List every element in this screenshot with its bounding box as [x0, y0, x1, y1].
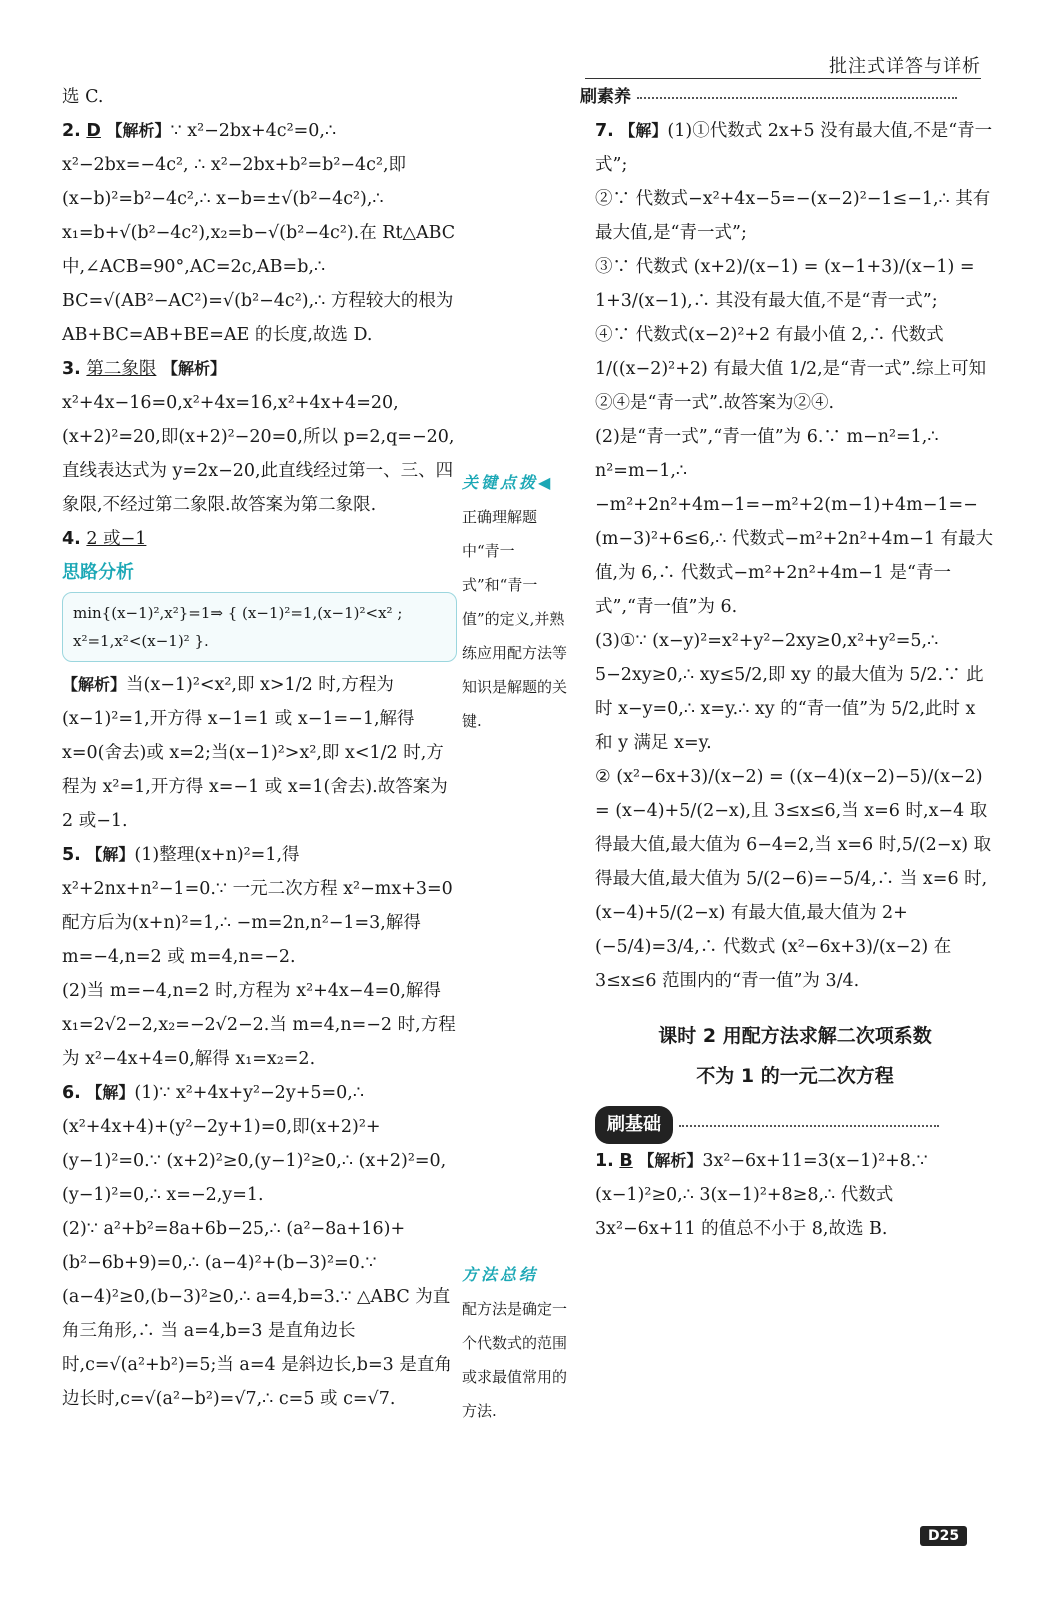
answer-4-header	[62, 522, 457, 556]
thinking-analysis-box: min{(x−1)²,x²}=1⇒ { (x−1)²=1,(x−1)²<x² ; x²=1,x²<(x−1)² }.	[62, 592, 457, 662]
lesson-title	[595, 1016, 995, 1096]
analysis-tag: 【解析】	[638, 1151, 703, 1170]
q5-number: 5.	[62, 845, 81, 865]
q2-number: 2.	[62, 121, 81, 141]
q1-body: 3x²−6x+11=3(x−1)²+8.∵ (x−1)²≥0,∴ 3(x−1)²+8≥8,∴ 代数式 3x²−6x+11 的值总不小于 8,故选 B.	[595, 1151, 928, 1239]
answer-1	[595, 1144, 995, 1246]
q7-part1-4: ④∵ 代数式(x−2)²+2 有最小值 2,∴ 代数式 1/((x−2)²+2) 有最大值 1/2,是“青一式”.综上可知②④是“青一式”.故答案为②④.	[595, 325, 987, 413]
q7-part3-1: (3)①∵ (x−y)²=x²+y²−2xy≥0,x²+y²=5,∴ 5−2xy≥0,∴ xy≤5/2,即 xy 的最大值为 5/2.∵ 此时 x−y=0,∴ x=y.∴ xy 的“青一值”为 5/2,此时 x 和 y 满足 x=y.	[595, 631, 984, 753]
right-column	[595, 114, 995, 1246]
q7-part1-2: ②∵ 代数式−x²+4x−5=−(x−2)²−1≤−1,∴ 其有最大值,是“青一式”;	[595, 189, 991, 243]
answer-6	[62, 1076, 457, 1212]
solution-tag: 【解】	[86, 845, 135, 864]
q3-body: x²+4x−16=0,x²+4x=16,x²+4x+4=20,(x+2)²=20,即(x+2)²−20=0,所以 p=2,q=−20,直线表达式为 y=2x−20,此直线经过第一、三、四象限,不经过第二象限.故答案为第二象限.	[62, 393, 455, 515]
analysis-tag: 【解析】	[106, 121, 171, 140]
q7-number: 7.	[595, 121, 614, 141]
side-note-key-points	[462, 466, 574, 738]
q6-part1: (1)∵ x²+4x+y²−2y+5=0,∴ (x²+4x+4)+(y²−2y+1)=0,即(x+2)²+(y−1)²=0.∵ (x+2)²≥0,(y−1)²≥0,∴ (x+2)²=0,(y−1)²=0,∴ x=−2,y=1.	[62, 1083, 447, 1205]
thinking-analysis-title: 思路分析	[62, 562, 134, 583]
text-select-c: 选 C.	[62, 87, 104, 107]
q6-part2: (2)∵ a²+b²=8a+6b−25,∴ (a²−8a+16)+(b²−6b+9)=0,∴ (a−4)²+(b−3)²=0.∵ (a−4)²≥0,(b−3)²≥0,∴ a=4,b=3.∵ △ABC 为直角三角形,∴ 当 a=4,b=3 是直角边长时,c=√(a²+b²)=5;当 a=4 是斜边长,b=3 是直角边长时,c=√(a²−b²)=√7,∴ c=5 或 c=√7.	[62, 1219, 452, 1409]
page-number: D25	[920, 1526, 967, 1546]
answer-7	[595, 114, 995, 182]
left-column	[62, 80, 457, 1416]
side-note-key-body: 正确理解题中“青一式”和“青一值”的定义,并熟练应用配方法等知识是解题的关键.	[462, 508, 568, 730]
q5-part2: (2)当 m=−4,n=2 时,方程为 x²+4x−4=0,解得 x₁=2√2−2,x₂=−2√2−2.当 m=4,n=−2 时,方程为 x²−4x+4=0,解得 x₁=x₂=2.	[62, 981, 456, 1069]
side-note-method-body: 配方法是确定一个代数式的范围或求最值常用的方法.	[462, 1300, 568, 1420]
q2-body: ∵ x²−2bx+4c²=0,∴ x²−2bx=−4c², ∴ x²−2bx+b²=b²−4c²,即(x−b)²=b²−4c²,∴ x−b=±√(b²−4c²),∴ x₁=b+√(b²−4c²),x₂=b−√(b²−4c²).在 Rt△ABC 中,∠ACB=90°,AC=2c,AB=b,∴ BC=√(AB²−AC²)=√(b²−4c²),∴ 方程较大的根为 AB+BC=AB+BE=AE 的长度,故选 D.	[62, 121, 456, 345]
q5-part1: (1)整理(x+n)²=1,得 x²+2nx+n²−1=0.∵ 一元二次方程 x²−mx+3=0 配方后为(x+n)²=1,∴ −m=2n,n²−1=3,解得 m=−4,n=2 或 m=4,n=−2.	[62, 845, 453, 967]
q7-part1-1: (1)①代数式 2x+5 没有最大值,不是“青一式”;	[595, 121, 993, 175]
q7-part3-2: ② (x²−6x+3)/(x−2) = ((x−4)(x−2)−5)/(x−2) = (x−4)+5/(2−x),且 3≤x≤6,当 x=6 时,x−4 取得最大值,最大值为 6−4=2,当 x=6 时,5/(2−x) 取得最大值,最大值为 5/(2−6)=−5/4,∴ 当 x=6 时,(x−4)+5/(2−x) 有最大值,最大值为 2+(−5/4)=3/4,∴ 代数式 (x²−6x+3)/(x−2) 在 3≤x≤6 范围内的“青一值”为 3/4.	[595, 767, 992, 991]
solution-tag: 【解】	[619, 121, 668, 140]
dotted-divider	[679, 1125, 939, 1127]
lesson-title-line2: 不为 1 的一元二次方程	[696, 1065, 894, 1087]
q7-part2: (2)是“青一式”,“青一值”为 6.∵ m−n²=1,∴ n²=m−1,∴ −m²+2n²+4m−1=−m²+2(m−1)+4m−1=−(m−3)²+6≤6,∴ 代数式−m²+2n²+4m−1 有最大值,为 6,∴ 代数式−m²+2n²+4m−1 是“青一式”,“青一值”为 6.	[595, 427, 994, 617]
q4-number: 4.	[62, 529, 81, 549]
q4-body: 当(x−1)²<x²,即 x>1/2 时,方程为(x−1)²=1,开方得 x−1=1 或 x−1=−1,解得 x=0(舍去)或 x=2;当(x−1)²>x²,即 x<1/2 时,方程为 x²=1,开方得 x=−1 或 x=1(舍去).故答案为 2 或−1.	[62, 675, 448, 831]
q2-choice: D	[86, 121, 101, 141]
analysis-tag: 【解析】	[161, 359, 226, 378]
dotted-divider	[637, 97, 957, 99]
section-header-jichu	[595, 1106, 995, 1144]
answer-2	[62, 114, 457, 352]
section-header-suyang	[580, 82, 985, 107]
analysis-tag: 【解析】	[62, 675, 127, 694]
page-header-title: 批注式详答与详析	[829, 56, 981, 77]
q3-number: 3.	[62, 359, 81, 379]
q6-number: 6.	[62, 1083, 81, 1103]
answer-5	[62, 838, 457, 974]
answer-4-body	[62, 668, 457, 838]
answer-3	[62, 352, 457, 522]
q3-answer: 第二象限	[86, 359, 157, 379]
q1-number: 1.	[595, 1151, 614, 1171]
triangle-icon: ◀	[538, 473, 554, 492]
section-title-suyang: 刷素养	[580, 87, 631, 107]
section-title-jichu: 刷基础	[595, 1106, 673, 1144]
side-note-key-title: 关键点拨◀	[462, 473, 554, 492]
thinking-analysis-block	[62, 556, 457, 662]
q1-choice: B	[619, 1151, 633, 1171]
header-divider	[585, 78, 981, 79]
q4-answer: 2 或−1	[86, 529, 147, 549]
side-note-method	[462, 1258, 574, 1428]
lesson-title-line1: 课时 2 用配方法求解二次项系数	[658, 1025, 932, 1047]
side-note-method-title: 方法总结	[462, 1265, 539, 1284]
solution-tag: 【解】	[86, 1083, 135, 1102]
q7-part1-3: ③∵ 代数式 (x+2)/(x−1) = (x−1+3)/(x−1) = 1+3/(x−1),∴ 其没有最大值,不是“青一式”;	[595, 257, 975, 311]
